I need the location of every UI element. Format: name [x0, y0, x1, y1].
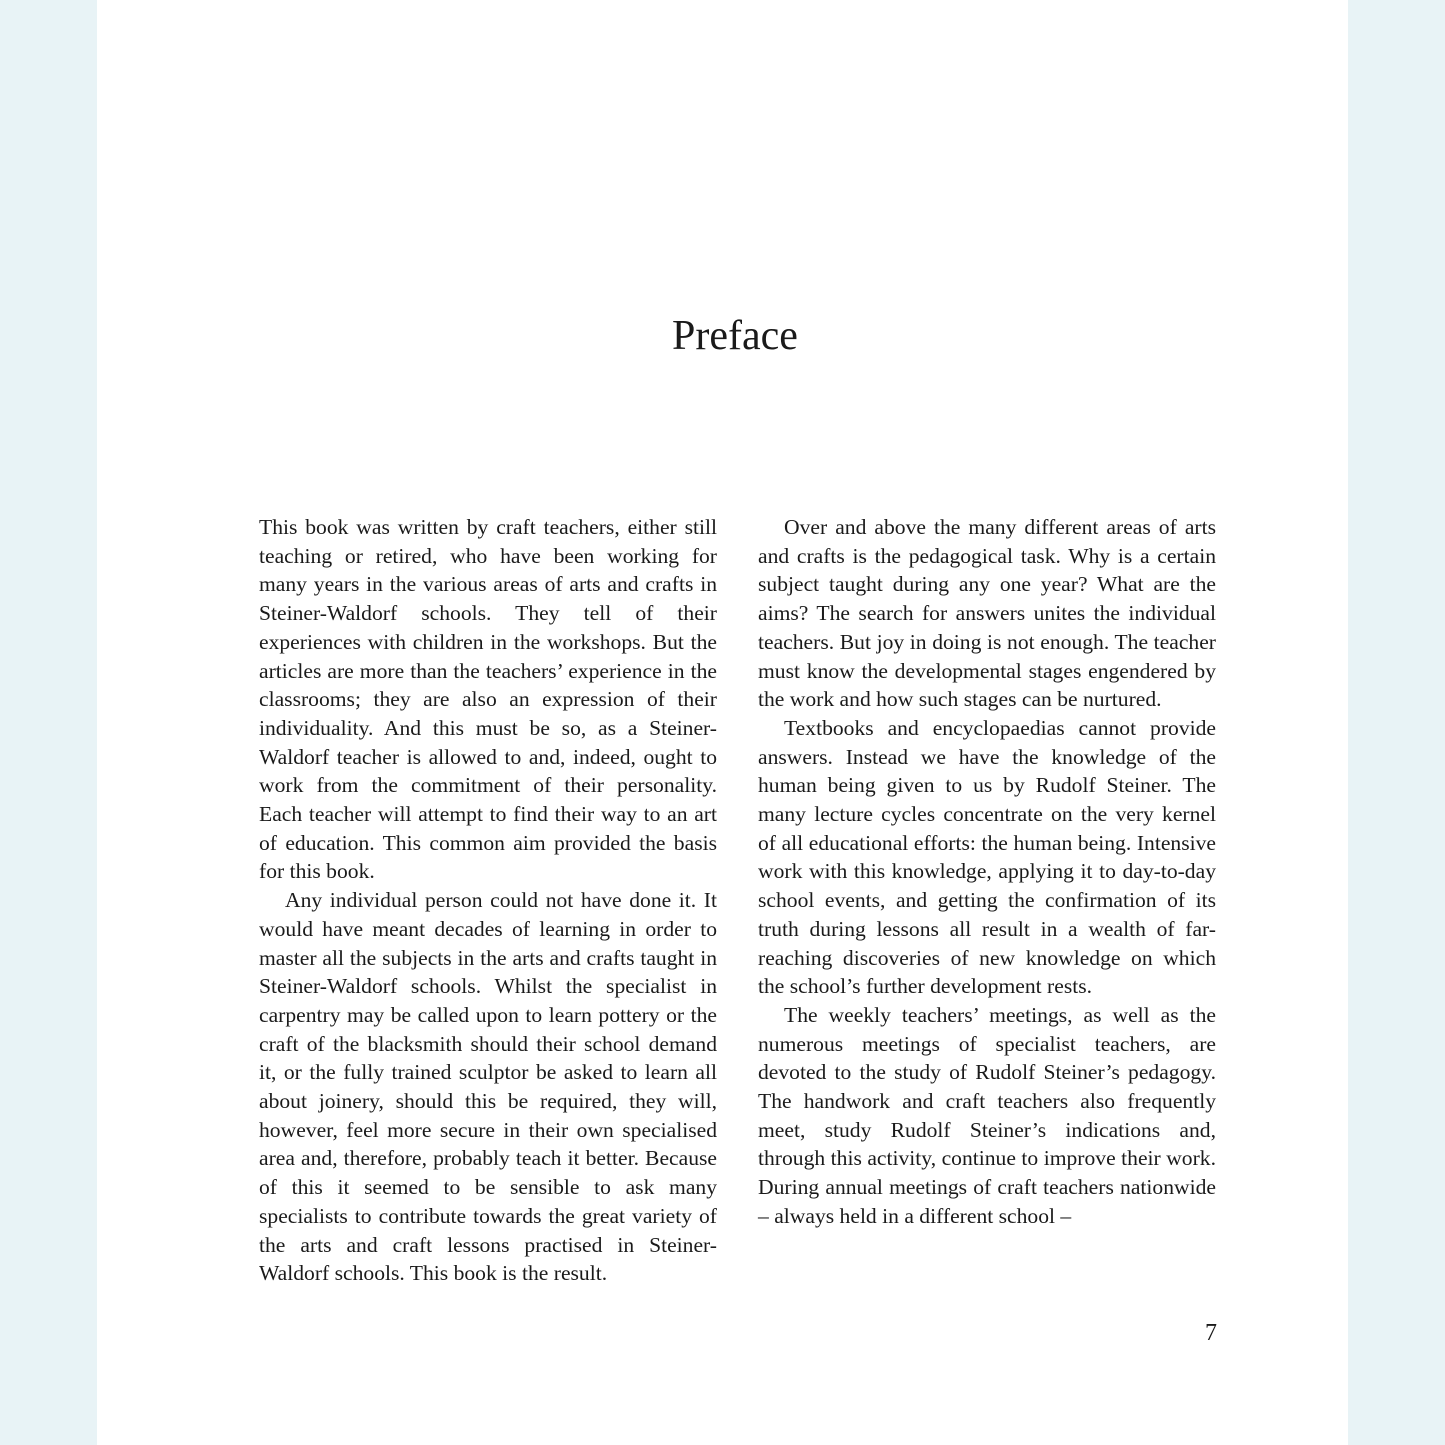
paragraph: Any individual person could not have done it. It would have meant decades of learning in order to master all the subjects in the arts and crafts taught in Steiner-Waldorf schools. Whilst the specialist in carpentry may be called upon to learn pottery or the craft of the blacksmith should their school demand it, or the fully trained sculptor be asked to learn all about joinery, should this be required, they will, however, feel more secure in their own specialised area and, therefore, probably teach it better. Because of this it seemed to be sensible to ask many specialists to contribute towards the great variety of the arts and craft lessons practised in Steiner-Waldorf schools. This book is the result. [259, 888, 717, 1286]
page-title: Preface [672, 313, 798, 359]
paragraph: Over and above the many different areas of arts and crafts is the pedagogical task. Why is a certain subject taught during any one year? What are the aims? The search for answers unites the individual teachers. But joy in doing is not enough. The teacher must know the developmental stages engendered by the work and how such stages can be nurtured. [758, 515, 1216, 712]
left-column [259, 513, 717, 1288]
paragraph: This book was written by craft teachers, either still teaching or retired, who have been working for many years in the various areas of arts and crafts in Steiner-Waldorf schools. They tell of their experiences with children in the workshops. But the articles are more than the teachers’ experience in the classrooms; they are also an expression of their individuality. And this must be so, as a Steiner-Waldorf teacher is allowed to and, indeed, ought to work from the commitment of their personality. Each teacher will attempt to find their way to an art of education. This common aim provided the basis for this book. [259, 515, 717, 884]
right-column [758, 513, 1216, 1231]
paragraph: Textbooks and encyclopaedias cannot provide answers. Instead we have the knowledge of the human being given to us by Rudolf Steiner. The many lecture cycles concentrate on the very kernel of all educational efforts: the human being. Intensive work with this knowledge, applying it to day-to-day school events, and getting the confirmation of its truth during lessons all result in a wealth of far-reaching discoveries of new knowledge on which the school’s further development rests. [758, 715, 1216, 999]
book-page [97, 0, 1348, 1445]
page-number: 7 [1205, 1320, 1217, 1346]
paragraph: The weekly teachers’ meetings, as well as the numerous meetings of specialist teachers, are devoted to the study of Rudolf Steiner’s pedagogy. The handwork and craft teachers also frequently meet, study Rudolf Steiner’s indications and, through this activity, continue to improve their work. During annual meetings of craft teachers nationwide – always held in a different school – [758, 1002, 1216, 1228]
